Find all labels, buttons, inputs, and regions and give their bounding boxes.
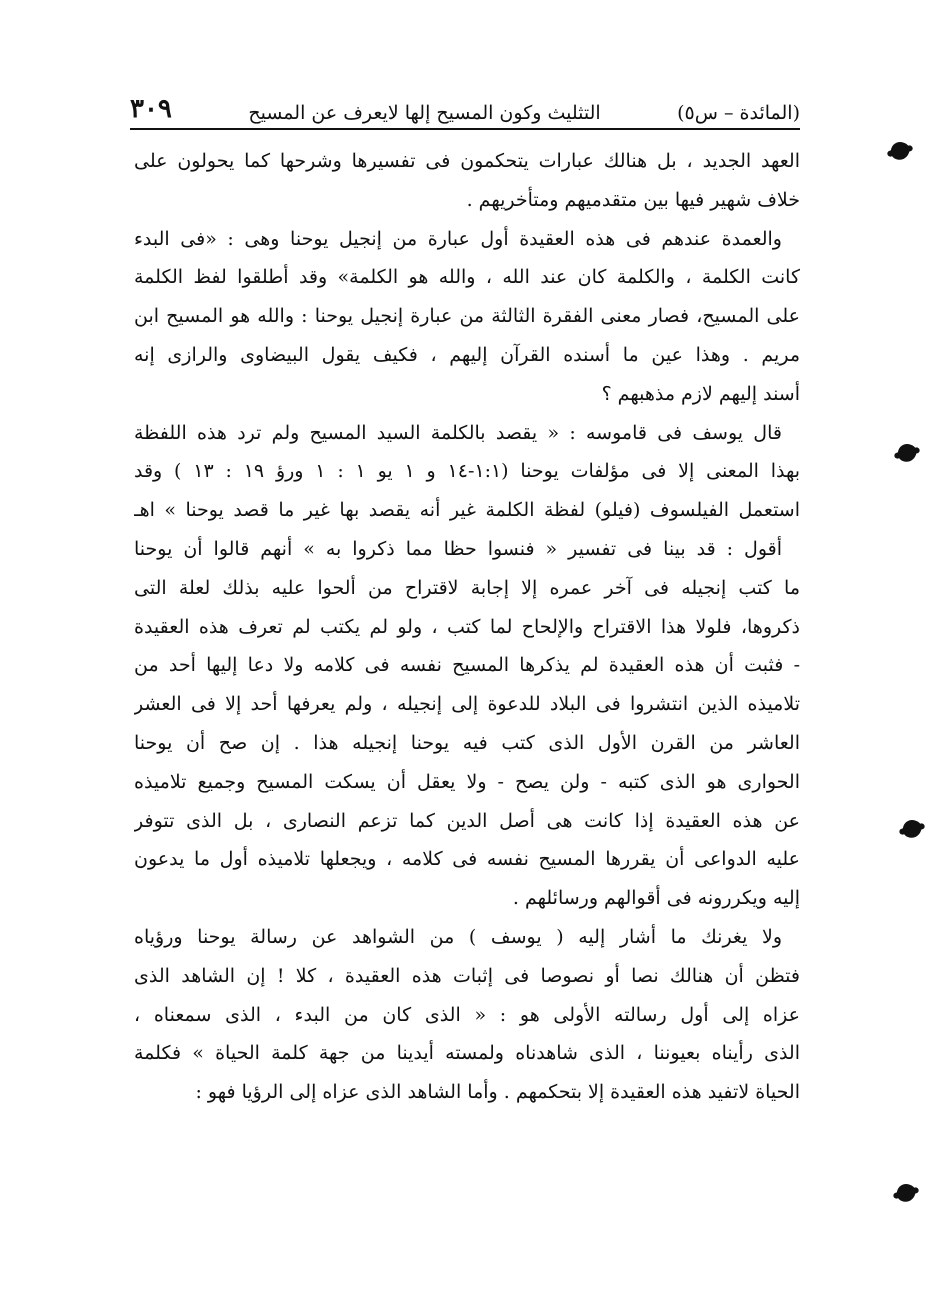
- text-line: مريم . وهذا عين ما أسنده القرآن إليهم ، فكيف يقول البيضاوى والرازى إنه: [134, 343, 800, 366]
- text-line: على المسيح، فصار معنى الفقرة الثالثة من عبارة إنجيل يوحنا : والله هو المسيح ابن: [134, 305, 800, 328]
- text-line: أقول : قد بينا فى تفسير « فنسوا حظا مما ذكروا به » أنهم قالوا أن يوحنا: [134, 537, 782, 560]
- text-line: بهذا المعنى إلا فى مؤلفات يوحنا (١:١-١٤ و ١ يو ١ : ١ ورؤ ١٩ : ١٣ ) وقد: [134, 460, 800, 483]
- text-line: العاشر من القرن الأول الذى كتب فيه يوحنا إنجيله هذا . إن صح أن يوحنا: [134, 731, 800, 754]
- binding-hole-mark: [900, 817, 923, 840]
- text-line: الحوارى هو الذى كتبه - ولن يصح - ولا يعقل أن يسكت المسيح وجميع تلاميذه: [134, 770, 800, 793]
- text-line: الحياة لاتفيد هذه العقيدة إلا بتحكمهم . وأما الشاهد الذى عزاه إلى الرؤيا فهو :: [195, 1081, 800, 1104]
- page-number: ٣٠٩: [130, 94, 172, 124]
- chapter-reference: (المائدة – س٥): [677, 102, 800, 124]
- text-line: أسند إليهم لازم مذهبهم ؟: [601, 382, 800, 405]
- text-line: فتظن أن هنالك نصا أو نصوصا فى إثبات هذه العقيدة ، كلا ! إن الشاهد الذى: [134, 964, 800, 987]
- text-line: عليه الدواعى أن يقررها المسيح نفسه فى كلامه ، ويجعلها تلاميذه أول ما يدعون: [134, 848, 800, 871]
- text-line: ذكروها، فلولا هذا الاقتراح والإلحاح لما كتب ، ولو لم يكتب لم تعرف هذه العقيدة: [134, 615, 800, 638]
- binding-hole-mark: [894, 1181, 917, 1204]
- text-line: والعمدة عندهم فى هذه العقيدة أول عبارة من إنجيل يوحنا وهى : «فى البدء: [134, 227, 782, 250]
- text-line: العهد الجديد ، بل هنالك عبارات يتحكمون فى تفسيرها وشرحها كما يحولون على: [134, 150, 800, 172]
- text-line: - فثبت أن هذه العقيدة لم يذكرها المسيح نفسه فى كلامه ولا دعا إليها أحد من: [134, 654, 800, 677]
- text-line: إليه ويكررونه فى أقوالهم ورسائلهم .: [512, 887, 800, 910]
- text-line: الذى رأيناه بعيوننا ، الذى شاهدناه ولمسته أيدينا من جهة كلمة الحياة » فكلمة: [134, 1042, 800, 1065]
- text-line: ما كتب إنجيله فى آخر عمره إلا إجابة لاقتراح من ألحوا عليه بذلك لعلة التى: [134, 576, 800, 599]
- binding-hole-mark: [888, 139, 911, 162]
- text-line: استعمل الفيلسوف (فيلو) لفظة الكلمة غير أنه يقصد بها غير ما قصد يوحنا » اهـ: [134, 499, 800, 522]
- text-line: قال يوسف فى قاموسه : « يقصد بالكلمة السيد المسيح ولم ترد هذه اللفظة: [134, 421, 782, 444]
- body-text: [134, 142, 800, 1112]
- text-line: عزاه إلى أول رسالته الأولى هو : « الذى كان من البدء ، الذى سمعناه ،: [134, 1003, 800, 1026]
- text-line: خلاف شهير فيها بين متقدميهم ومتأخريهم .: [466, 188, 800, 211]
- running-title: التثليث وكون المسيح إلها لايعرف عن المسيح: [248, 102, 601, 124]
- text-line: تلاميذه الذين انتشروا فى البلاد للدعوة إلى إنجيله ، ولم يعرفها أحد إلا فى العشر: [134, 693, 800, 716]
- page-header: [130, 88, 800, 130]
- text-line: ولا يغرنك ما أشار إليه ( يوسف ) من الشواهد عن رسالة يوحنا ورؤياه: [134, 925, 782, 948]
- text-line: عن هذه العقيدة إذا كانت هى أصل الدين كما تزعم النصارى ، بل الذى تتوفر: [134, 809, 800, 832]
- text-line: كانت الكلمة ، والكلمة كان عند الله ، والله هو الكلمة» وقد أطلقوا لفظ الكلمة: [134, 266, 800, 289]
- binding-hole-mark: [895, 441, 918, 464]
